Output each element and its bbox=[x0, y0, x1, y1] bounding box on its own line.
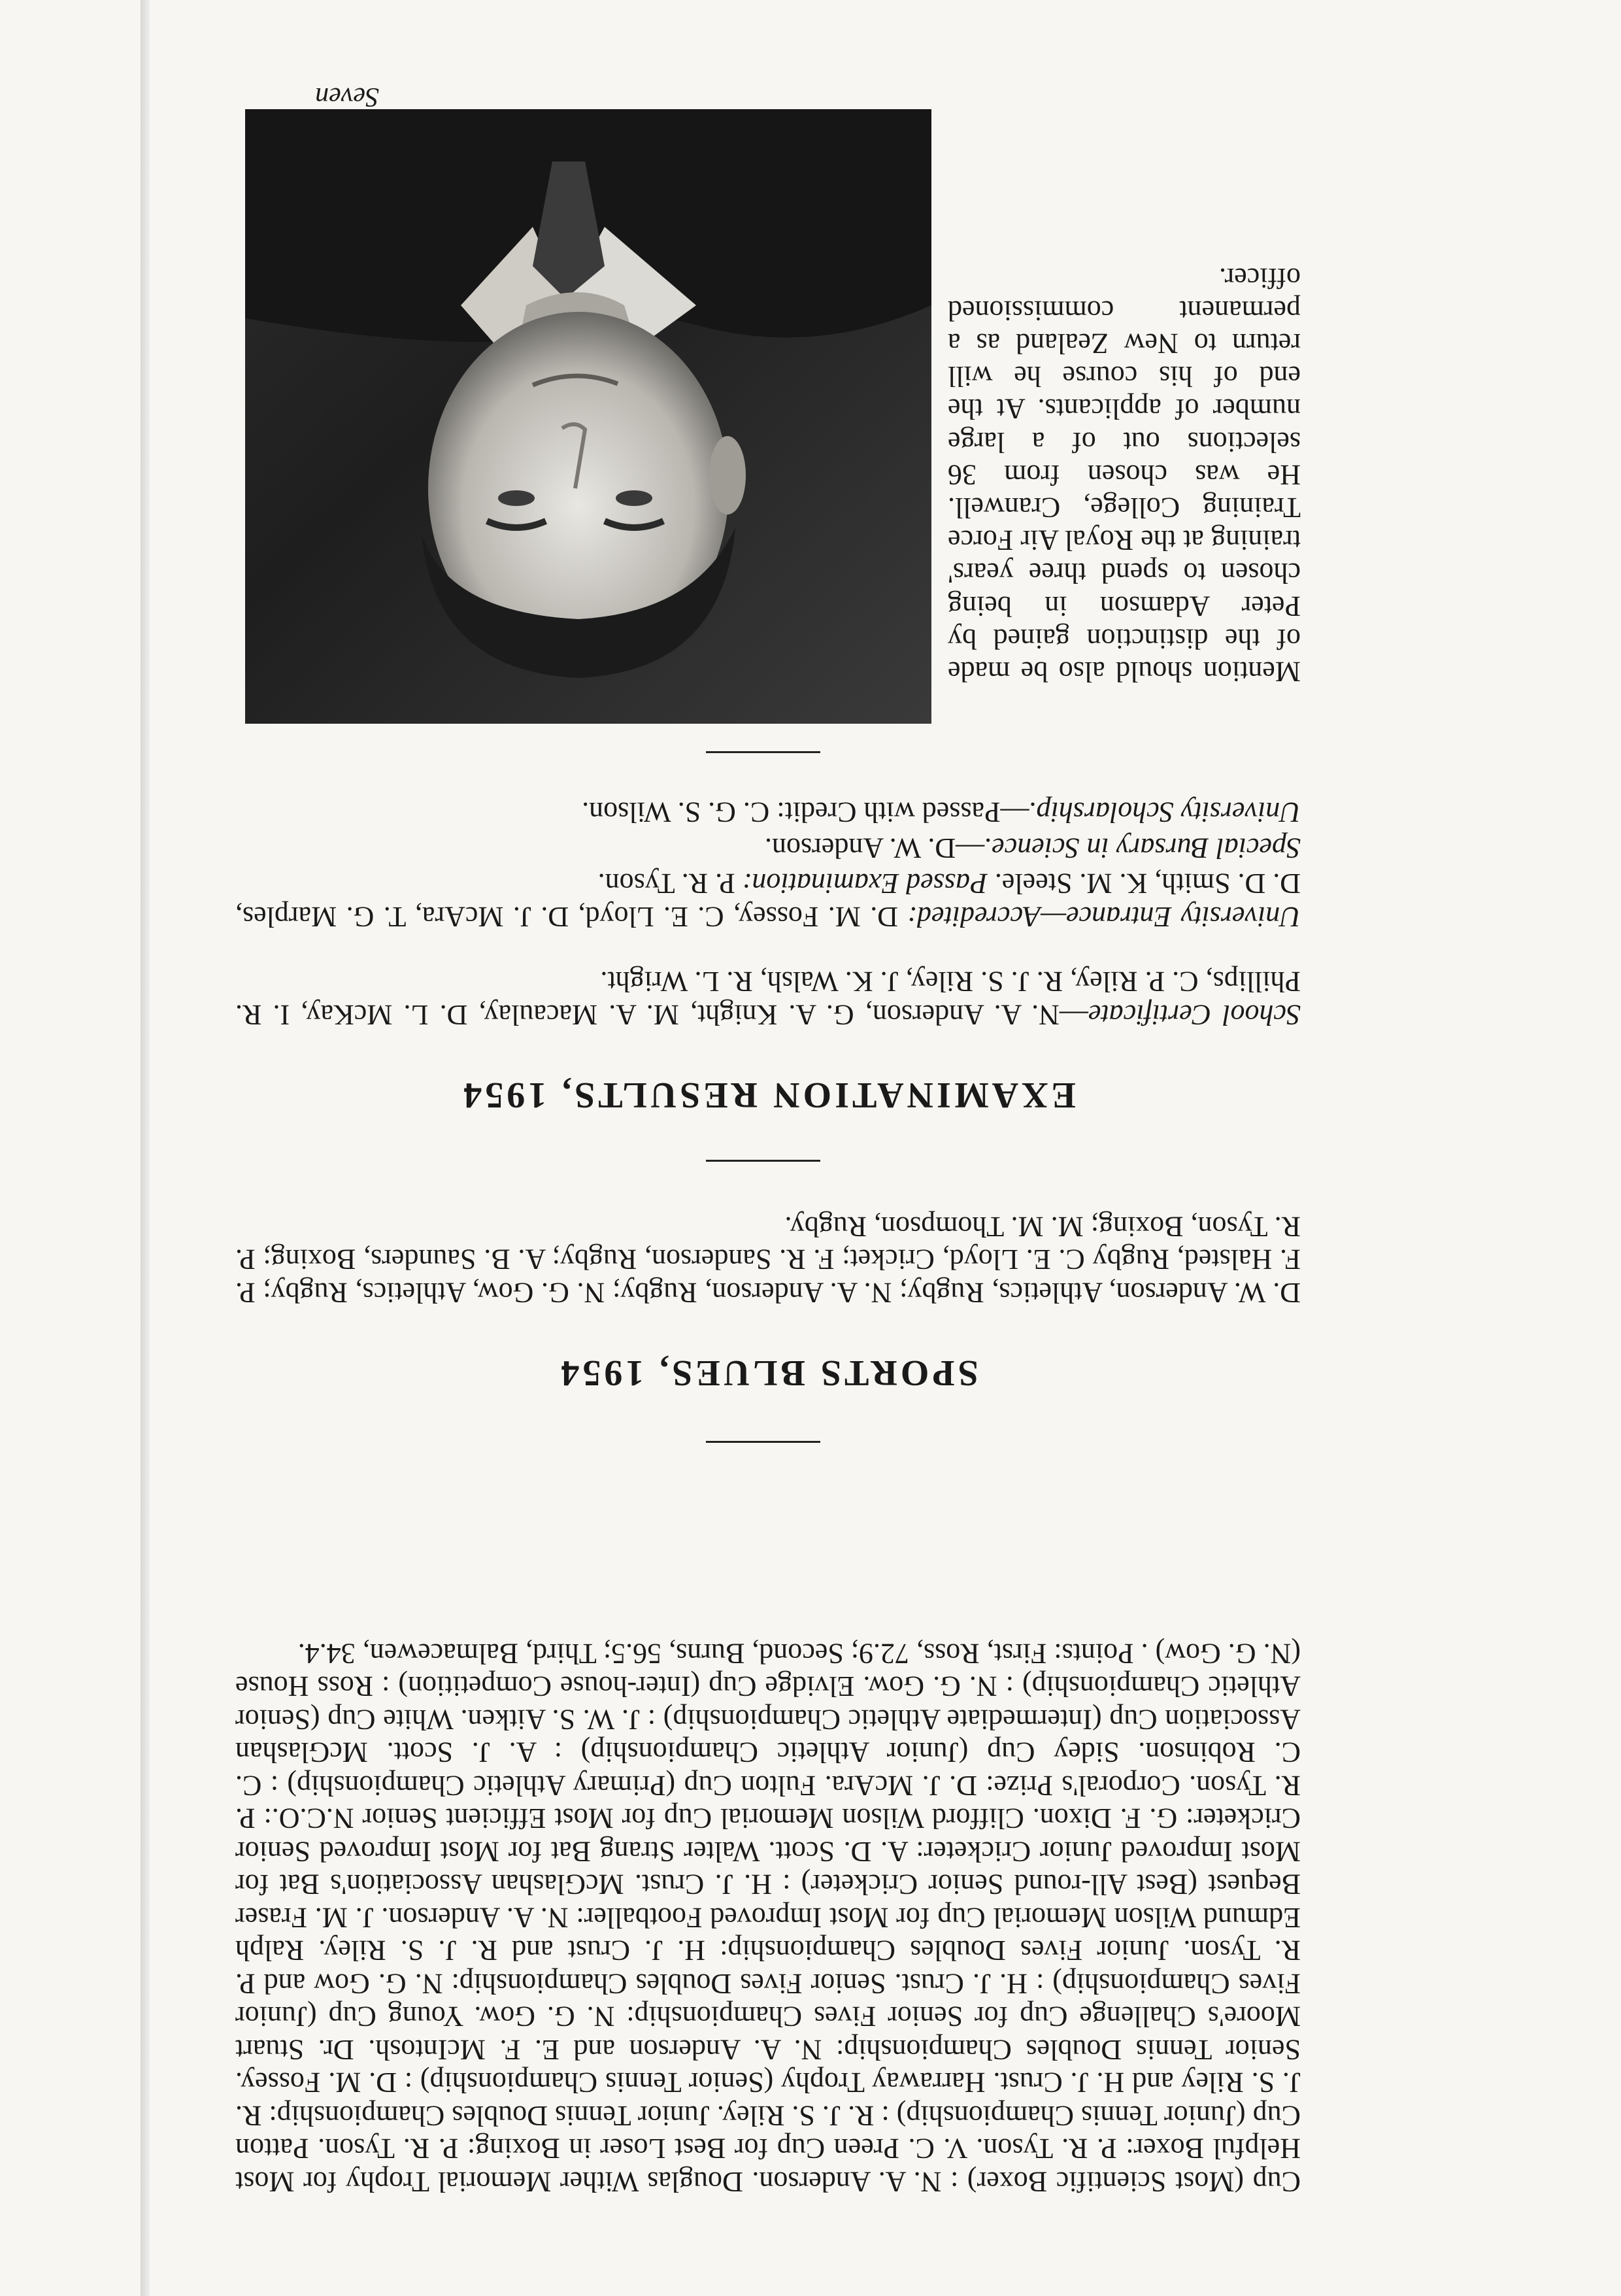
section-rule bbox=[706, 1160, 820, 1162]
special-bursary-label: Special Bursary in Science bbox=[992, 832, 1301, 864]
school-certificate-label: School Certificate bbox=[1088, 999, 1301, 1031]
university-scholarship-label: University Scholarship bbox=[1036, 796, 1301, 828]
university-scholarship-entry bbox=[235, 796, 1301, 829]
university-scholarship-names: .—Passed with Credit: C. G. S. Wilson. bbox=[582, 796, 1037, 828]
awards-paragraph: Cup (Most Scientific Boxer) : N. A. Anderson. Douglas Wither Memorial Trophy for Most Helpful Boxer: P. R. Tyson. V. C. Preen Cup for Best Loser in Boxing: P. R. Tyson. Patton Cup (Junior Tennis Championship) : R. J. S. Riley. Junior Tennis Doubles Championship: R. J. S. Riley and H. J. Crust. Harraway Trophy (Senior Tennis Championship) : D. M. Fossey. Senior Tennis Doubles Championship: N. A. Anderson and E. F. McIntosh. Dr. Stuart Moore's Challenge Cup for Senior Fives Championship: N. G. Gow. Young Cup (Junior Fives Championship) : H. J. Crust. Senior Fives Doubles Championship: N. G. Gow and P. R. Tyson. Junior Fives Doubles Championship: H. J. Crust and R. J. S. Riley. Ralph Edmund Wilson Memorial Cup for Most Improved Footballer: N. A. Anderson. J. M. Fraser Bequest (Best All-round Senior Cricketer) : H. J. Crust. McGlashan Association's Bat for Most Improved Junior Cricketer: A. D. Scott. Walter Strang Bat for Most Improved Senior Cricketer: G. F. Dixon. Clifford Wilson Memorial Cup for Most Efficient Senior N.C.O.: P. R. Tyson. Corporal's Prize: D. J. McAra. Fulton Cup (Primary Athletic Championship) : C. C. Robinson. Sidey Cup (Junior Athletic Championship) : A. J. Scott. McGlashan Association Cup (Intermediate Athletic Championship) : J. W. S. Aitken. White Cup (Senior Athletic Championship) : N. G. Gow. Elvidge Cup (Inter-house Competition) : Ross House (N. G. Gow) . Points: First, Ross, 72.9; Second, Burns, 56.5; Third, Balmacewen, 34.4. bbox=[235, 1638, 1301, 2198]
sports-blues-paragraph: D. W. Anderson, Athletics, Rugby; N. A. Anderson, Rugby; N. G. Gow, Athletics, Rugby; P. F. Halsted, Rugby C. E. Lloyd, Cricket; F. R. Sanderson, Rugby; A. B. Saunders, Boxing; P. R. Tyson, Boxing; M. M. Thompson, Rugby. bbox=[235, 1211, 1301, 1309]
section-rule bbox=[706, 1441, 820, 1443]
page-number: Seven bbox=[315, 82, 379, 112]
passed-examination-names: P. R. Tyson. bbox=[597, 868, 743, 900]
passed-examination-label: Passed Examination: bbox=[742, 868, 988, 900]
accredited-label: —Accredited: bbox=[907, 901, 1067, 933]
portrait-photo bbox=[245, 109, 931, 724]
portrait-caption: Mention should also be made of the distinction gained by Peter Adamson in being chosen to spend three years' training at the Royal Air Force Training College, Cranwell. He was chosen from 36 selections out of a large number of applicants. At the end of his course he will return to New Zealand as a permanent commissioned officer. bbox=[948, 262, 1301, 688]
school-certificate-entry bbox=[235, 965, 1301, 1031]
accredited-names: D. M. Fossey, C. E. Lloyd, D. J. McAra, T. G. Marples, D. D. Smith, K. M. Steele. bbox=[235, 868, 1301, 933]
school-certificate-names: —N. A. Anderson, G. A. Knight, M. A. Macaulay, D. L. McKay, I. R. Phillips, C. P. Riley, R. J. S. Riley, J. K. Walsh, R. L. Wright. bbox=[235, 966, 1301, 1031]
exam-results-heading: EXAMINATION RESULTS, 1954 bbox=[460, 1075, 1076, 1115]
university-entrance-label: University Entrance bbox=[1066, 901, 1301, 933]
section-rule bbox=[706, 751, 820, 753]
portrait-image bbox=[245, 109, 931, 724]
sports-blues-heading: SPORTS BLUES, 1954 bbox=[558, 1353, 978, 1393]
special-bursary-entry bbox=[235, 832, 1301, 865]
special-bursary-names: .—D. W. Anderson. bbox=[765, 832, 992, 864]
university-entrance-entry bbox=[235, 867, 1301, 933]
